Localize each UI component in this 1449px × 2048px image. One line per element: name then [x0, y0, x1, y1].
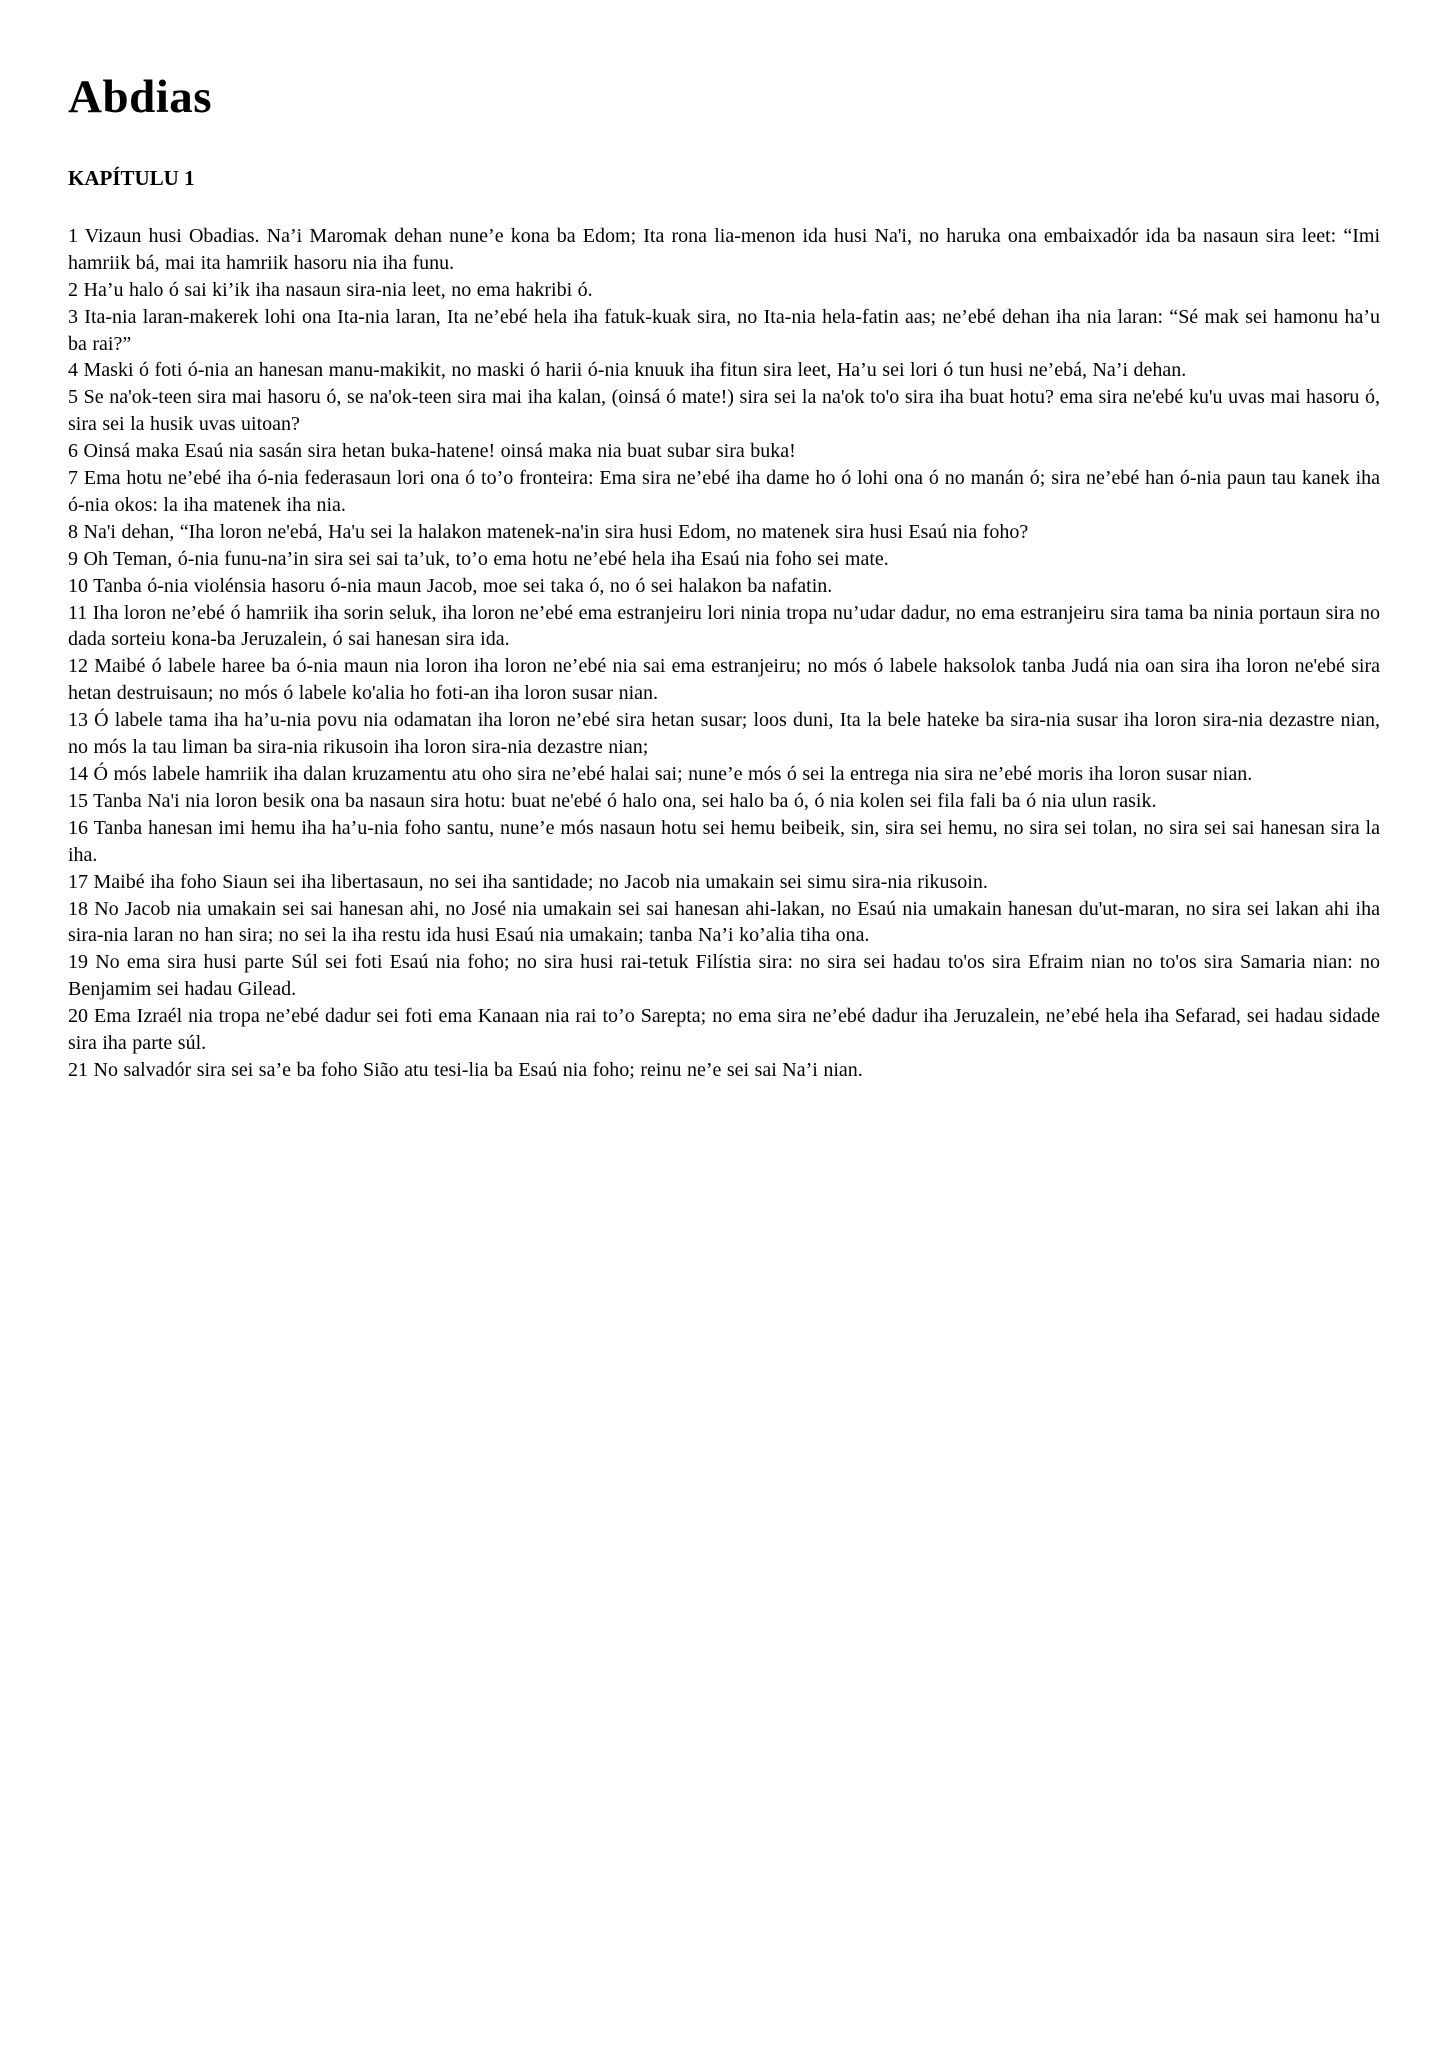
verse-paragraph: 6 Oinsá maka Esaú nia sasán sira hetan buka-hatene! oinsá maka nia buat subar sira buka!: [68, 440, 796, 463]
verse-paragraph: 16 Tanba hanesan imi hemu iha ha’u-nia foho santu, nune’e mós nasaun hotu sei hemu beibeik, sin, sira sei hemu, no sira sei tolan, no sira sei sai hanesan sira la iha.: [68, 816, 1380, 866]
verse-paragraph: 5 Se na'ok-teen sira mai hasoru ó, se na'ok-teen sira mai iha kalan, (oinsá ó mate!) sira sei la na'ok to'o sira iha buat hotu? ema sira ne'ebé ku'u uvas mai hasoru ó, sira sei la husik uvas uitoan?: [68, 386, 1380, 436]
verse-paragraph: 14 Ó mós labele hamriik iha dalan kruzamentu atu oho sira ne’ebé halai sai; nune’e mós ó sei la entrega nia sira ne’ebé moris iha loron susar nian.: [68, 763, 1253, 785]
verse-paragraph: 10 Tanba ó-nia violénsia hasoru ó-nia maun Jacob, moe sei taka ó, no ó sei halakon ba nafatin.: [68, 574, 833, 597]
verse-paragraph: 11 Iha loron ne’ebé ó hamriik iha sorin seluk, iha loron ne’ebé ema estranjeiru lori ninia tropa nu’udar dadur, no ema estranjeiru sira tama ba ninia portaun sira no dada sorteiu kona-ba Jeruzalein, ó sai hanesan sira ida.: [68, 601, 1380, 651]
verse-paragraph: 21 No salvadór sira sei sa’e ba foho Sião atu tesi-lia ba Esaú nia foho; reinu ne’e sei sai Na’i nian.: [68, 1058, 863, 1081]
verse-paragraph: 15 Tanba Na'i nia loron besik ona ba nasaun sira hotu: buat ne'ebé ó halo ona, sei halo ba ó, ó nia kolen sei fila fali ba ó nia ulun rasik.: [68, 789, 1157, 812]
verse-paragraph: 2 Ha’u halo ó sai ki’ik iha nasaun sira-nia leet, no ema hakribi ó.: [68, 278, 593, 301]
verse-paragraph: 18 No Jacob nia umakain sei sai hanesan ahi, no José nia umakain sei sai hanesan ahi-lakan, no Esaú nia umakain hanesan du'ut-maran, no sira sei lakan ahi iha sira-nia laran no han sira; no sei la iha restu ida husi Esaú nia umakain; tanba Na’i ko’alia tiha ona.: [68, 897, 1380, 947]
book-title: Abdias: [68, 71, 213, 123]
verse-paragraph: 19 No ema sira husi parte Súl sei foti Esaú nia foho; no sira husi rai-tetuk Filístia sira: no sira sei hadau to'os sira Efraim nian no to'os sira Samaria nian: no Benjamim sei hadau Gilead.: [68, 951, 1380, 1001]
verse-paragraph: 8 Na'i dehan, “Iha loron ne'ebá, Ha'u sei la halakon matenek-na'in sira husi Edom, no matenek sira husi Esaú nia foho?: [68, 520, 1029, 543]
verse-paragraph: 12 Maibé ó labele haree ba ó-nia maun nia loron iha loron ne’ebé nia sai ema estranjeiru; no mós ó labele haksolok tanba Judá nia oan sira iha loron ne'ebé sira hetan destruisaun; no mós ó labele ko'alia ho foti-an iha loron susar nian.: [68, 655, 1380, 705]
verse-paragraph: 1 Vizaun husi Obadias. Na’i Maromak dehan nune’e kona ba Edom; Ita rona lia-menon ida husi Na'i, no haruka ona embaixadór ida ba nasaun sira leet: “Imi hamriik bá, mai ita hamriik hasoru nia iha funu.: [68, 224, 1380, 274]
verse-paragraph: 9 Oh Teman, ó-nia funu-na’in sira sei sai ta’uk, to’o ema hotu ne’ebé hela iha Esaú nia foho sei mate.: [68, 547, 889, 570]
verse-paragraph: 4 Maski ó foti ó-nia an hanesan manu-makikit, no maski ó harii ó-nia knuuk iha fitun sira leet, Ha’u sei lori ó tun husi ne’ebá, Na’i dehan.: [68, 359, 1187, 382]
verse-paragraph: 17 Maibé iha foho Siaun sei iha libertasaun, no sei iha santidade; no Jacob nia umakain sei simu sira-nia rikusoin.: [68, 870, 988, 893]
verse-paragraph: 3 Ita-nia laran-makerek lohi ona Ita-nia laran, Ita ne’ebé hela iha fatuk-kuak sira, no Ita-nia hela-fatin aas; ne’ebé dehan iha nia laran: “Sé mak sei hamonu ha’u ba rai?”: [68, 305, 1380, 355]
verse-paragraph: 13 Ó labele tama iha ha’u-nia povu nia odamatan iha loron ne’ebé sira hetan susar; loos duni, Ita la bele hateke ba sira-nia susar iha loron sira-nia dezastre nian, no mós la tau liman ba sira-nia rikusoin iha loron sira-nia dezastre nian;: [68, 709, 1380, 759]
verse-list: [68, 223, 1380, 1084]
verse-paragraph: 20 Ema Izraél nia tropa ne’ebé dadur sei foti ema Kanaan nia rai to’o Sarepta; no ema sira ne’ebé dadur iha Jeruzalein, ne’ebé hela iha Sefarad, sei hadau sidade sira iha parte súl.: [68, 1005, 1380, 1055]
chapter-heading: KAPÍTULU 1: [68, 165, 195, 190]
verse-paragraph: 7 Ema hotu ne’ebé iha ó-nia federasaun lori ona ó to’o fronteira: Ema sira ne’ebé iha dame ho ó lohi ona ó no manán ó; sira ne’ebé han ó-nia paun tau kanek iha ó-nia okos: la iha matenek iha nia.: [68, 467, 1380, 516]
